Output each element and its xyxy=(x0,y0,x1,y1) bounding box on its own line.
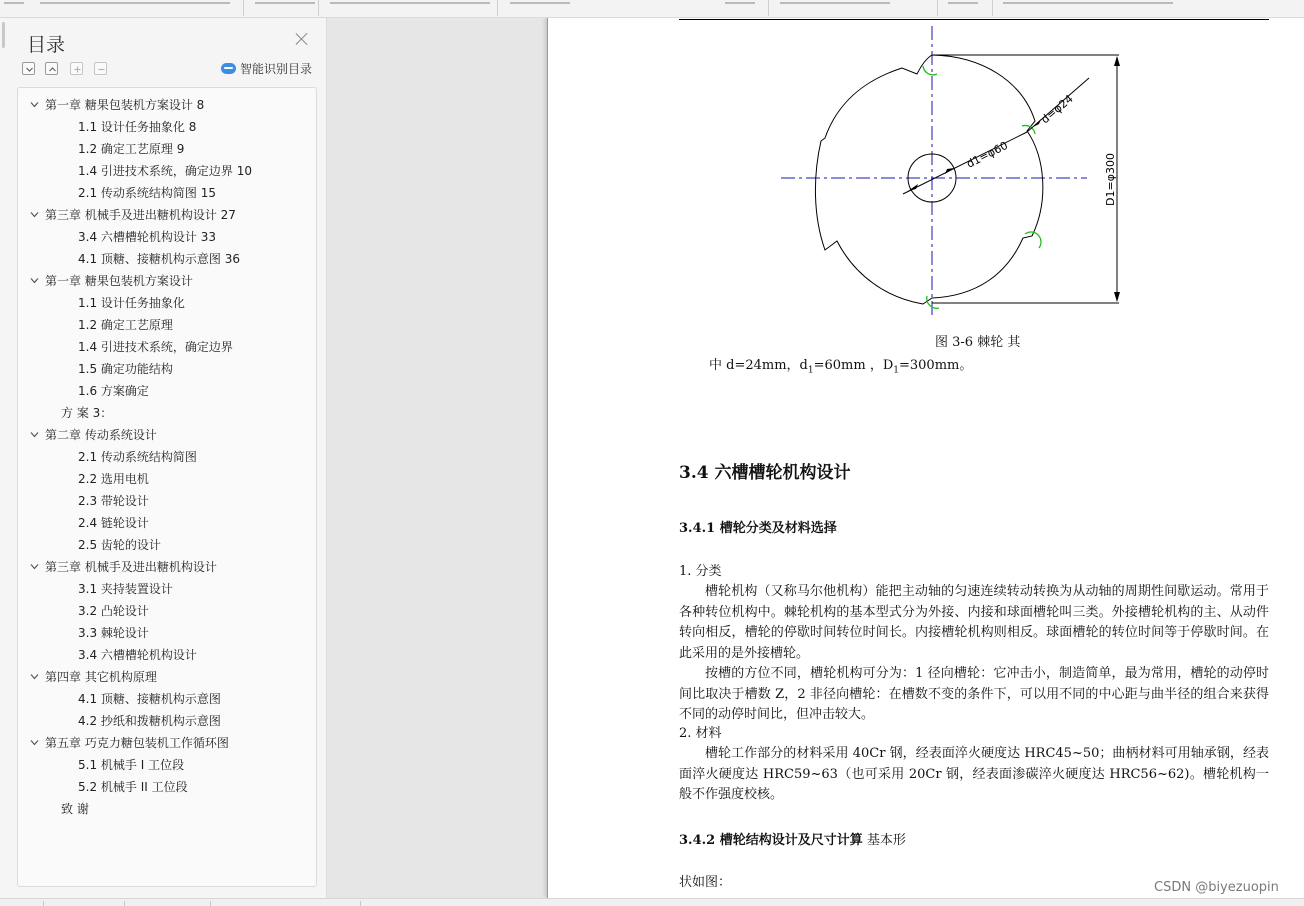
toc-item-label: 4.2 抄纸和拨糖机构示意图 xyxy=(78,714,221,728)
chevron-down-icon[interactable] xyxy=(30,100,39,109)
status-bar xyxy=(0,898,1304,906)
toc-item[interactable] xyxy=(78,690,221,708)
document-area[interactable] xyxy=(328,18,1304,898)
paragraph-groove-types: 按槽的方位不同，槽轮机构可分为：1 径向槽轮：它冲击小，制造简单，最为常用，槽轮的动停时间比取决于槽数 Z，2 非径向槽轮：在槽数不变的条件下，可以用不同的中心距与曲半径的组合来获得不同的动停时间比，但冲击较大。 xyxy=(679,666,1269,722)
collapse-all-button[interactable] xyxy=(45,62,58,75)
subsection-heading-1: 3.4.1 槽轮分类及材料选择 xyxy=(679,521,837,536)
toc-item-label: 致 谢 xyxy=(61,802,89,816)
toc-item-label: 2.2 选用电机 xyxy=(78,472,149,486)
hub-diameter-label: d1=φ60 xyxy=(964,138,1010,171)
toc-item[interactable] xyxy=(78,536,161,554)
toc-item[interactable] xyxy=(78,118,196,136)
close-icon[interactable] xyxy=(295,32,309,46)
toc-item-label: 第二章 传动系统设计 xyxy=(45,428,157,442)
toc-item[interactable] xyxy=(78,492,149,510)
plus-icon xyxy=(72,64,83,75)
chevron-up-icon xyxy=(47,64,58,75)
toc-list xyxy=(17,87,317,887)
toc-item[interactable] xyxy=(78,624,149,642)
toc-item-label: 1.6 方案确定 xyxy=(78,384,149,398)
toc-item-label: 第一章 糖果包装机方案设计 8 xyxy=(45,98,205,112)
toc-item[interactable] xyxy=(78,184,216,202)
toc-item-label: 1.2 确定工艺原理 9 xyxy=(78,142,185,156)
chevron-down-icon[interactable] xyxy=(30,210,39,219)
toc-chapter-item[interactable] xyxy=(45,426,157,444)
expand-all-button[interactable] xyxy=(22,62,35,75)
note-mid: =60mm ，D xyxy=(813,358,894,373)
toc-item-label: 5.1 机械手 I 工位段 xyxy=(78,758,185,772)
toc-item-label: 2.1 传动系统结构简图 15 xyxy=(78,186,216,200)
toc-item-label: 2.3 带轮设计 xyxy=(78,494,149,508)
groove-diameter-label: d=φ24 xyxy=(1038,92,1076,127)
toc-item[interactable] xyxy=(78,140,184,158)
paragraph-material: 槽轮工作部分的材料采用 40Cr 钢，经表面淬火硬度达 HRC45~50；曲柄材料可用轴承钢，经表面淬火硬度达 HRC59~63（也可采用 20Cr 钢，经表面渗碳淬火硬度达 HRC56~62)。槽轮机构一般不作强度校核。 xyxy=(679,746,1269,802)
toc-item[interactable] xyxy=(78,448,197,466)
note-prefix: 中 d=24mm，d xyxy=(709,358,808,373)
ratchet-wheel-figure xyxy=(777,26,1137,326)
toc-chapter-item[interactable] xyxy=(45,558,217,576)
toc-item[interactable] xyxy=(78,360,173,378)
toc-item[interactable] xyxy=(78,382,149,400)
watermark: CSDN @biyezuopin xyxy=(1154,880,1279,895)
toc-item[interactable] xyxy=(78,228,216,246)
top-toolbar xyxy=(0,0,1304,18)
d1-dimension-label: D1=φ300 xyxy=(1104,153,1117,206)
subsection-heading-2 xyxy=(679,829,906,848)
toc-item-label: 4.1 顶糖、接糖机构示意图 36 xyxy=(78,252,240,266)
toc-item[interactable] xyxy=(78,646,197,664)
groove-highlight-top xyxy=(923,66,937,75)
smart-toc-button[interactable] xyxy=(221,60,312,76)
toc-item-label: 1.1 设计任务抽象化 8 xyxy=(78,120,197,134)
toc-item-label: 3.4 六槽槽轮机构设计 33 xyxy=(78,230,216,244)
toc-chapter-item[interactable] xyxy=(45,668,157,686)
paragraph-classification: 槽轮机构（又称马尔他机构）能把主动轴的匀速连续转动转换为从动轴的周期性间歇运动。常用于各种转位机构中。棘轮机构的基本型式分为外接、内接和球面槽轮叫三类。外接槽轮机构的主、从动件转向相反，槽轮的停歇时间转位时间长。内接槽轮机构则相反。球面槽轮的转位时间等于停歇时间。在此采用的是外接槽轮。 xyxy=(679,584,1269,661)
toc-item-label: 5.2 机械手 II 工位段 xyxy=(78,780,188,794)
toc-item-label: 4.1 顶糖、接糖机构示意图 xyxy=(78,692,221,706)
toc-item-label: 第三章 机械手及进出糖机构设计 27 xyxy=(45,208,236,222)
chevron-down-icon[interactable] xyxy=(30,672,39,681)
section-heading: 3.4 六槽槽轮机构设计 xyxy=(679,463,851,483)
figure-dimension-note xyxy=(709,354,972,376)
toc-chapter-item[interactable] xyxy=(45,96,204,114)
toc-item[interactable] xyxy=(78,294,185,312)
toc-item[interactable] xyxy=(61,404,112,422)
chevron-down-icon[interactable] xyxy=(30,430,39,439)
toc-item[interactable] xyxy=(78,250,240,268)
figure-caption: 图 3-6 棘轮 其 xyxy=(935,335,1021,350)
cloud-icon xyxy=(221,63,236,74)
list-item-material: 2. 材料 xyxy=(679,726,722,741)
toc-item[interactable] xyxy=(78,162,252,180)
chevron-down-icon[interactable] xyxy=(30,562,39,571)
toc-chapter-item[interactable] xyxy=(45,272,193,290)
minus-icon xyxy=(96,64,107,75)
toc-item-label: 1.5 确定功能结构 xyxy=(78,362,173,376)
toc-item[interactable] xyxy=(78,712,221,730)
toc-item-label: 1.1 设计任务抽象化 xyxy=(78,296,185,310)
note-sub2: 1 xyxy=(893,365,899,376)
toc-item-label: 3.4 六槽槽轮机构设计 xyxy=(78,648,197,662)
subsection-heading-2-title: 3.4.2 槽轮结构设计及尺寸计算 xyxy=(679,833,863,848)
toc-item-label: 2.4 链轮设计 xyxy=(78,516,149,530)
document-page[interactable] xyxy=(547,18,1304,898)
toc-item-label: 1.4 引进技术系统，确定边界 xyxy=(78,340,233,354)
subsection-heading-2-rest: 基本形 xyxy=(862,833,906,848)
toc-item-label: 第一章 糖果包装机方案设计 xyxy=(45,274,193,288)
toc-item-label: 第四章 其它机构原理 xyxy=(45,670,157,684)
panel-resize-grip[interactable] xyxy=(2,22,5,48)
toc-item[interactable] xyxy=(78,470,149,488)
toc-item[interactable] xyxy=(78,580,173,598)
toc-item-label: 方 案 3： xyxy=(61,406,113,420)
toc-item-label: 第五章 巧克力糖包装机工作循环图 xyxy=(45,736,229,750)
toc-item[interactable] xyxy=(78,602,149,620)
toc-item-label: 3.1 夹持装置设计 xyxy=(78,582,173,596)
toc-chapter-item[interactable] xyxy=(45,734,229,752)
chevron-down-icon xyxy=(24,64,35,75)
page-top-rule xyxy=(679,19,1269,20)
list-item-classification: 1. 分类 xyxy=(679,564,722,579)
ratchet-outline xyxy=(815,55,1042,304)
toc-item[interactable] xyxy=(78,778,188,796)
add-heading-button[interactable] xyxy=(70,62,83,75)
toc-item-label: 2.5 齿轮的设计 xyxy=(78,538,161,552)
toc-item[interactable] xyxy=(78,338,233,356)
note-sub1: 1 xyxy=(807,365,814,376)
toc-item-label: 3.3 棘轮设计 xyxy=(78,626,149,640)
toc-item-label: 3.2 凸轮设计 xyxy=(78,604,149,618)
toc-item[interactable] xyxy=(78,756,184,774)
chevron-down-icon[interactable] xyxy=(30,738,39,747)
toc-item[interactable] xyxy=(78,514,149,532)
toc-item[interactable] xyxy=(78,316,173,334)
toc-item-label: 1.4 引进技术系统，确定边界 10 xyxy=(78,164,252,178)
smart-toc-label: 智能识别目录 xyxy=(240,61,313,76)
toc-chapter-item[interactable] xyxy=(45,206,236,224)
toc-panel-title: 目录 xyxy=(27,34,66,56)
toc-item[interactable] xyxy=(61,800,89,818)
toc-panel xyxy=(0,18,327,898)
paragraph-shape: 状如图： xyxy=(679,875,732,890)
remove-heading-button[interactable] xyxy=(94,62,107,75)
toc-item-label: 1.2 确定工艺原理 xyxy=(78,318,173,332)
hub-diameter-leader xyxy=(903,132,1027,194)
toc-item-label: 2.1 传动系统结构简图 xyxy=(78,450,197,464)
toc-item-label: 第三章 机械手及进出糖机构设计 xyxy=(45,560,217,574)
d1-arrow-top xyxy=(1114,56,1120,66)
note-suffix: =300mm。 xyxy=(899,358,973,373)
d1-arrow-bottom xyxy=(1114,292,1120,302)
chevron-down-icon[interactable] xyxy=(30,276,39,285)
